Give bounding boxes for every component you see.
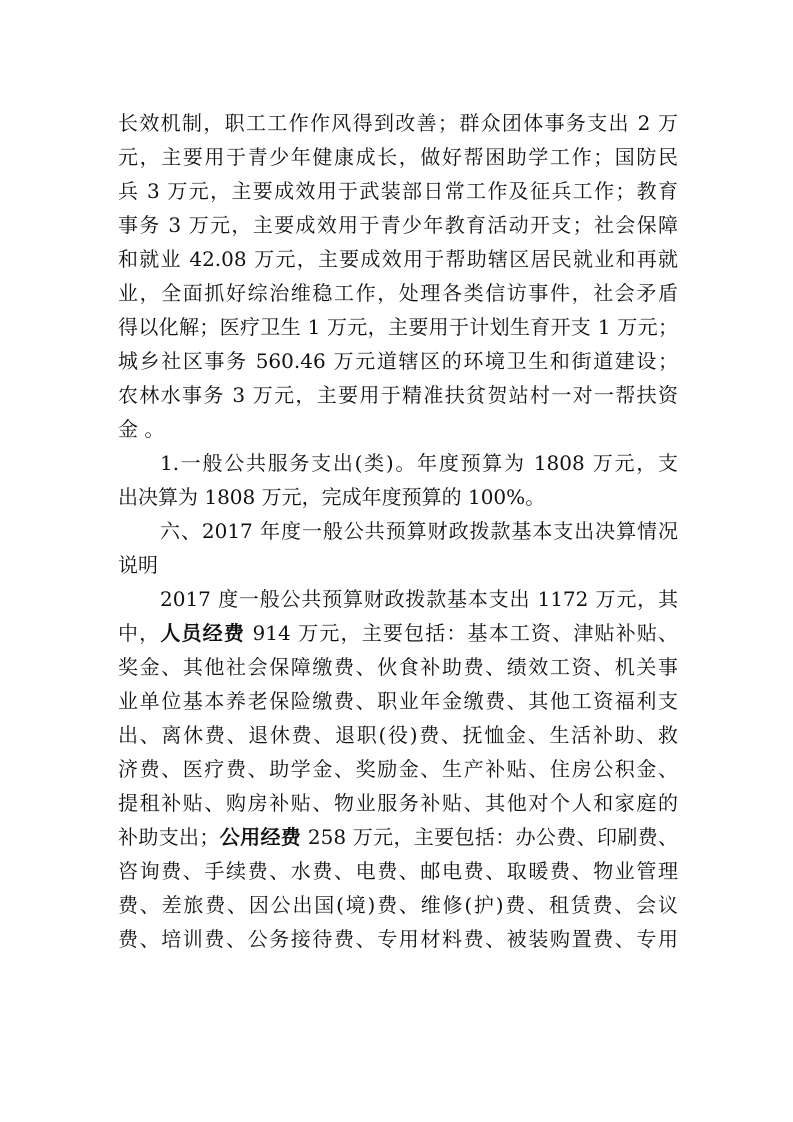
body-text-line: 费、培训费、公务接待费、专用材料费、被装购置费、专用 <box>118 927 678 951</box>
line-text-suffix: 914 万元，主要包括：基本工资、津贴补贴、 <box>245 621 678 645</box>
body-text-line: 金 。 <box>118 417 165 441</box>
body-text-line <box>118 616 678 650</box>
line-text-suffix: 258 万元，主要包括：办公费、印刷费、 <box>301 825 678 849</box>
body-text-line: 和就业 42.08 万元，主要成效用于帮助辖区居民就业和再就 <box>118 247 678 271</box>
section-paragraph-line: 1.一般公共服务支出(类)。年度预算为 1808 万元，支 <box>160 451 678 475</box>
bold-term-public-expenses: 公用经费 <box>219 825 302 849</box>
body-text-line: 济费、医疗费、助学金、奖励金、生产补贴、住房公积金、 <box>118 757 678 781</box>
body-text-line: 咨询费、手续费、水费、电费、邮电费、取暖费、物业管理 <box>118 859 678 883</box>
body-text-line: 出、离休费、退休费、退职(役)费、抚恤金、生活补助、救 <box>118 723 678 747</box>
line-text-prefix: 补助支出； <box>118 825 220 849</box>
body-text-line: 2017 度一般公共预算财政拨款基本支出 1172 万元，其 <box>160 587 678 611</box>
body-text-line: 奖金、其他社会保障缴费、伙食补助费、绩效工资、机关事 <box>118 655 678 679</box>
body-text-line: 得以化解；医疗卫生 1 万元，主要用于计划生育开支 1 万元； <box>118 315 678 339</box>
body-text-line: 出决算为 1808 万元，完成年度预算的 100%。 <box>118 485 546 509</box>
body-text-line: 元，主要用于青少年健康成长，做好帮困助学工作；国防民 <box>118 145 678 169</box>
bold-term-personnel-expenses: 人员经费 <box>160 621 246 645</box>
body-text-line: 城乡社区事务 560.46 万元道辖区的环境卫生和街道建设； <box>118 349 678 373</box>
body-text-line: 兵 3 万元，主要成效用于武装部日常工作及征兵工作；教育 <box>118 179 678 203</box>
body-text-line <box>118 820 678 854</box>
section-heading-line: 六、2017 年度一般公共预算财政拨款基本支出决算情况 <box>160 519 678 543</box>
body-text-line: 费、差旅费、因公出国(境)费、维修(护)费、租赁费、会议 <box>118 893 678 917</box>
body-text-line: 长效机制，职工工作作风得到改善；群众团体事务支出 2 万 <box>118 111 678 135</box>
section-heading-line: 说明 <box>118 553 158 577</box>
body-text-line: 提租补贴、购房补贴、物业服务补贴、其他对个人和家庭的 <box>118 791 678 815</box>
line-text-prefix: 中， <box>118 621 161 645</box>
body-text-line: 业单位基本养老保险缴费、职业年金缴费、其他工资福利支 <box>118 689 678 713</box>
body-text-line: 农林水事务 3 万元，主要用于精准扶贫贺站村一对一帮扶资 <box>118 383 678 407</box>
body-text-line: 业，全面抓好综治维稳工作，处理各类信访事件，社会矛盾 <box>118 281 678 305</box>
body-text-line: 事务 3 万元，主要成效用于青少年教育活动开支；社会保障 <box>118 213 678 237</box>
